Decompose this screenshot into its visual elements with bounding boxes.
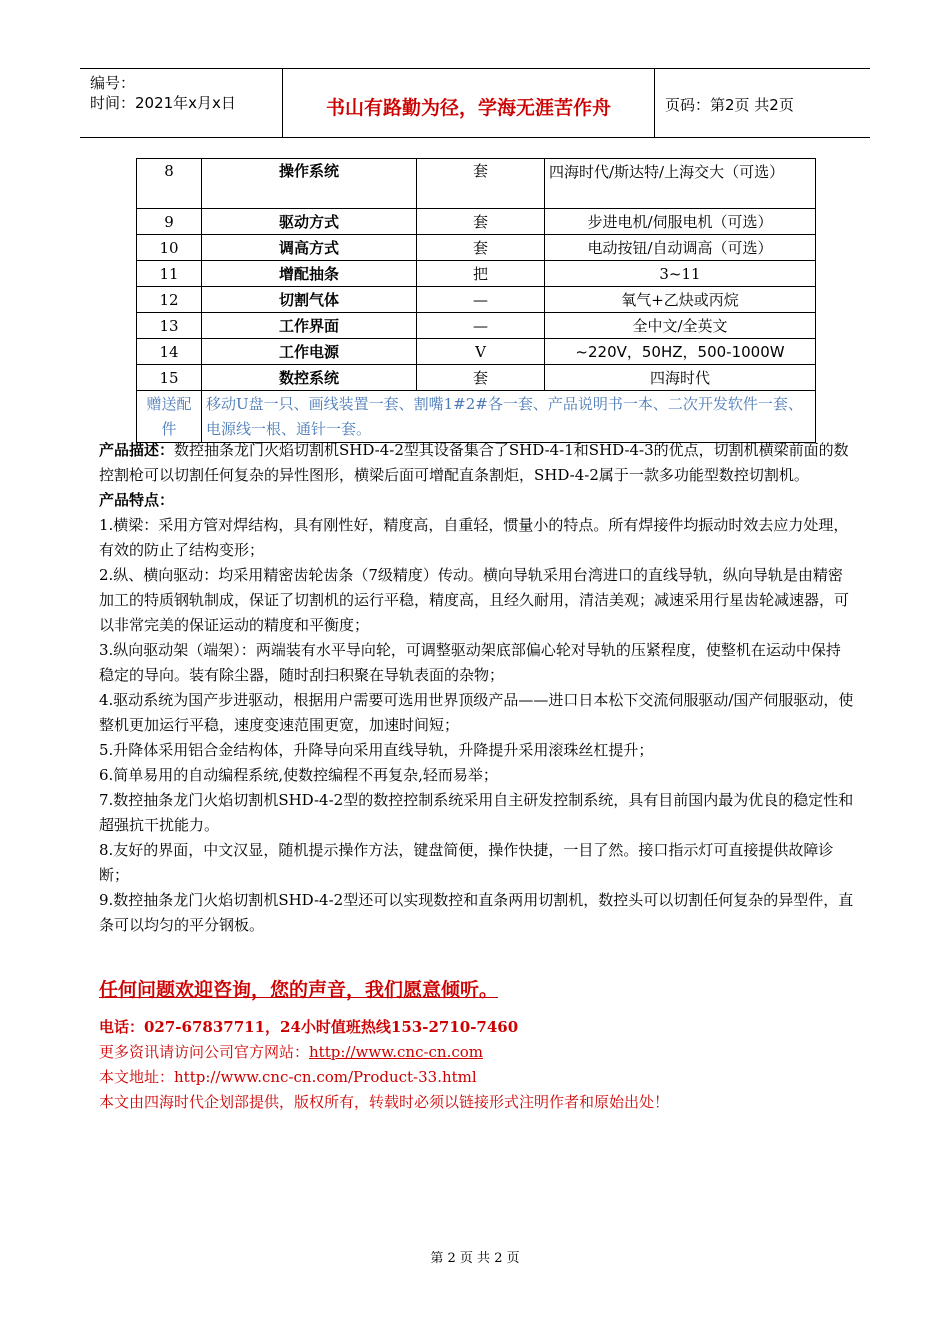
spec-table (136, 158, 816, 443)
features-label: 产品特点： (99, 491, 175, 509)
row-unit: 把 (417, 261, 545, 287)
row-name: 工作界面 (202, 313, 417, 339)
row-name: 工作电源 (202, 339, 417, 365)
table-row (137, 159, 816, 209)
row-number: 14 (137, 339, 202, 365)
header-meta-cell (80, 69, 283, 137)
row-value: 电动按钮/自动调高（可选） (545, 235, 816, 261)
row-name: 调高方式 (202, 235, 417, 261)
feature-item: 5.升降体采用铝合金结构体，升降导向采用直线导轨，升降提升采用滚珠丝杠提升； (99, 741, 654, 759)
row-unit: — (417, 287, 545, 313)
description-text: 数控抽条龙门火焰切割机SHD-4-2型其设备集合了SHD-4-1和SHD-4-3的优点，切割机横梁前面的数控割枪可以切割任何复杂的异性图形，横梁后面可增配直条割炬，SHD-4-2属于一款多功能型数控切割机。 (99, 441, 849, 484)
row-unit: V (417, 339, 545, 365)
page-header (80, 68, 870, 138)
row-value: 全中文/全英文 (545, 313, 816, 339)
row-number: 13 (137, 313, 202, 339)
gift-label: 赠送配件 (137, 391, 202, 443)
row-number: 8 (137, 159, 202, 209)
table-row (137, 261, 816, 287)
feature-item: 2.纵、横向驱动：均采用精密齿轮齿条（7级精度）传动。横向导轨采用台湾进口的直线导轨，纵向导轨是由精密加工的特质钢轨制成，保证了切割机的运行平稳，精度高，且经久耐用，清洁美观；减速采用行星齿轮减速器，可以非常完美的保证运动的精度和平衡度； (99, 566, 850, 634)
header-motto: 书山有路勤为径，学海无涯苦作舟 (325, 97, 611, 119)
contact-headline: 任何问题欢迎咨询，您的声音，我们愿意倾听。 (99, 979, 499, 1001)
website-link[interactable]: http://www.cnc-cn.com (309, 1043, 484, 1061)
contact-phone: 电话：027-67837711，24小时值班热线153-2710-7460 (99, 1018, 519, 1036)
row-unit: 套 (417, 365, 545, 391)
feature-item: 3.纵向驱动架（端架）：两端装有水平导向轮，可调整驱动架底部偏心轮对导轨的压紧程度，使整机在运动中保持稳定的导向。装有除尘器，随时刮扫积聚在导轨表面的杂物； (99, 641, 841, 684)
header-page-cell (655, 69, 870, 137)
description-label: 产品描述： (99, 441, 175, 459)
contact-copyright: 本文由四海时代企划部提供，版权所有，转载时必须以链接形式注明作者和原始出处！ (99, 1093, 670, 1111)
document-time-label: 时间：2021年x月x日 (90, 94, 236, 112)
row-unit: 套 (417, 235, 545, 261)
table-row (137, 209, 816, 235)
row-name: 切割气体 (202, 287, 417, 313)
gift-value: 移动U盘一只、画线装置一套、割嘴1#2#各一套、产品说明书一本、二次开发软件一套、电源线一根、通针一套。 (202, 391, 816, 443)
table-row (137, 365, 816, 391)
feature-item: 6.简单易用的自动编程系统,使数控编程不再复杂,轻而易举； (99, 766, 498, 784)
row-number: 9 (137, 209, 202, 235)
row-value: 步进电机/伺服电机（可选） (545, 209, 816, 235)
gift-row (137, 391, 816, 443)
row-unit: 套 (417, 159, 545, 209)
row-value: 氧气+乙炔或丙烷 (545, 287, 816, 313)
row-value: 四海时代 (545, 365, 816, 391)
row-unit: 套 (417, 209, 545, 235)
feature-item: 1.横梁：采用方管对焊结构，具有刚性好，精度高，自重轻，惯量小的特点。所有焊接件均振动时效去应力处理，有效的防止了结构变形； (99, 516, 849, 559)
contact-address: 本文地址：http://www.cnc-cn.com/Product-33.html (99, 1068, 477, 1086)
feature-item: 9.数控抽条龙门火焰切割机SHD-4-2型还可以实现数控和直条两用切割机，数控头可以切割任何复杂的异型件，直条可以均匀的平分钢板。 (99, 891, 854, 934)
row-unit: — (417, 313, 545, 339)
header-motto-cell (283, 69, 655, 137)
document-number-label: 编号： (90, 74, 136, 92)
row-name: 驱动方式 (202, 209, 417, 235)
feature-item: 4.驱动系统为国产步进驱动，根据用户需要可选用世界顶级产品——进口日本松下交流伺服驱动/国产伺服驱动，使整机更加运行平稳，速度变速范围更宽，加速时间短； (99, 691, 854, 734)
row-name: 操作系统 (202, 159, 417, 209)
page-footer: 第 2 页 共 2 页 (430, 1251, 520, 1266)
table-row (137, 313, 816, 339)
row-value: 3~11 (545, 261, 816, 287)
row-value: ~220V，50HZ，500-1000W (545, 339, 816, 365)
website-prefix: 更多资讯请访问公司官方网站： (99, 1043, 310, 1061)
row-number: 12 (137, 287, 202, 313)
table-row (137, 339, 816, 365)
contact-block (99, 1015, 859, 1115)
contact-website (99, 1040, 859, 1065)
row-value: 四海时代/斯达特/上海交大（可选） (545, 159, 816, 209)
row-name: 数控系统 (202, 365, 417, 391)
feature-item: 7.数控抽条龙门火焰切割机SHD-4-2型的数控控制系统采用自主研发控制系统，具有目前国内最为优良的稳定性和超强抗干扰能力。 (99, 791, 854, 834)
row-number: 10 (137, 235, 202, 261)
row-name: 增配抽条 (202, 261, 417, 287)
row-number: 15 (137, 365, 202, 391)
table-row (137, 235, 816, 261)
table-row (137, 287, 816, 313)
header-page-number: 页码：第2页 共2页 (665, 96, 794, 114)
row-number: 11 (137, 261, 202, 287)
product-description (99, 438, 855, 488)
product-body (99, 438, 855, 938)
feature-item: 8.友好的界面，中文汉显，随机提示操作方法，键盘简便，操作快捷，一目了然。接口指示灯可直接提供故障诊断； (99, 841, 834, 884)
